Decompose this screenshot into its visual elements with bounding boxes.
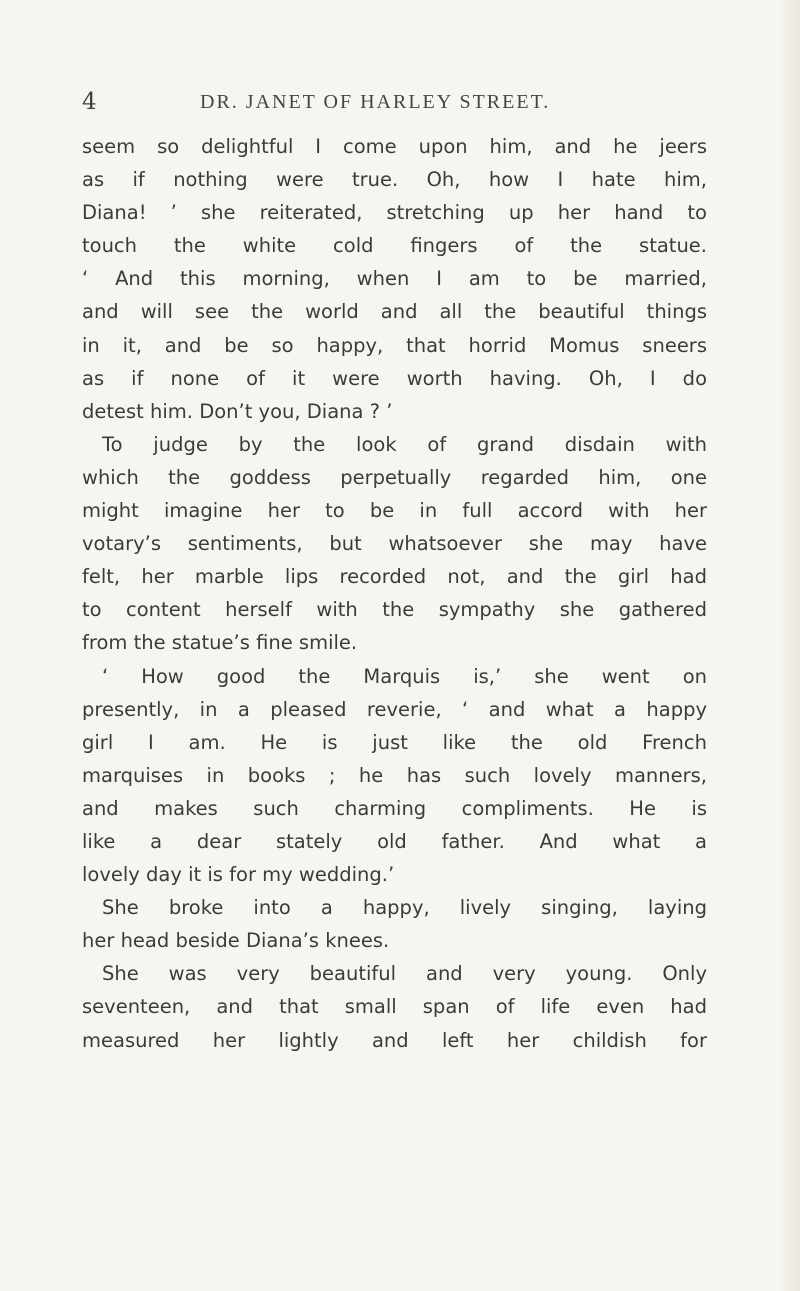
text-line: and will see the world and all the beautiful things — [82, 300, 707, 324]
text-line: votary’s sentiments, but whatsoever she may have — [82, 532, 707, 556]
text-line: lovely day it is for my wedding.’ — [82, 863, 395, 887]
text-line: as if nothing were true. Oh, how I hate him, — [82, 168, 707, 192]
running-title: DR. JANET OF HARLEY STREET. — [200, 91, 551, 113]
text-line: from the statue’s fine smile. — [82, 631, 358, 655]
text-line: She was very beautiful and very young. Only — [102, 962, 707, 986]
text-line: ‘ And this morning, when I am to be married, — [82, 267, 707, 291]
text-line: might imagine her to be in full accord with her — [82, 499, 707, 523]
body-text — [82, 130, 707, 1057]
text-line: marquises in books ; he has such lovely manners, — [82, 763, 707, 787]
text-line: detest him. Don’t you, Diana ? ’ — [82, 399, 393, 423]
text-line: her head beside Diana’s knees. — [82, 929, 390, 953]
text-line: and makes such charming compliments. He is — [82, 796, 707, 820]
text-line: girl I am. He is just like the old French — [82, 730, 707, 754]
text-line: seem so delightful I come upon him, and he jeers — [82, 135, 707, 158]
text-line: To judge by the look of grand disdain with — [102, 432, 707, 456]
text-line: ‘ How good the Marquis is,’ she went on — [102, 664, 707, 688]
running-head — [82, 88, 722, 116]
text-line: measured her lightly and left her childish for — [82, 1028, 707, 1052]
page-number: 4 — [82, 89, 97, 115]
text-line: seventeen, and that small span of life even had — [82, 995, 707, 1019]
text-line: felt, her marble lips recorded not, and the girl had — [82, 565, 707, 589]
text-line: She broke into a happy, lively singing, laying — [102, 896, 707, 920]
text-line: as if none of it were worth having. Oh, I do — [82, 366, 707, 390]
text-line: which the goddess perpetually regarded him, one — [82, 465, 707, 489]
text-line: to content herself with the sympathy she gathered — [82, 598, 707, 622]
text-line: in it, and be so happy, that horrid Momus sneers — [82, 333, 707, 357]
text-line: presently, in a pleased reverie, ‘ and what a happy — [82, 697, 707, 721]
page-edge-shadow — [778, 0, 800, 1291]
text-line: Diana! ’ she reiterated, stretching up her hand to — [82, 201, 707, 225]
text-line: like a dear stately old father. And what a — [82, 829, 707, 853]
text-line: touch the white cold fingers of the statue. — [82, 234, 707, 258]
